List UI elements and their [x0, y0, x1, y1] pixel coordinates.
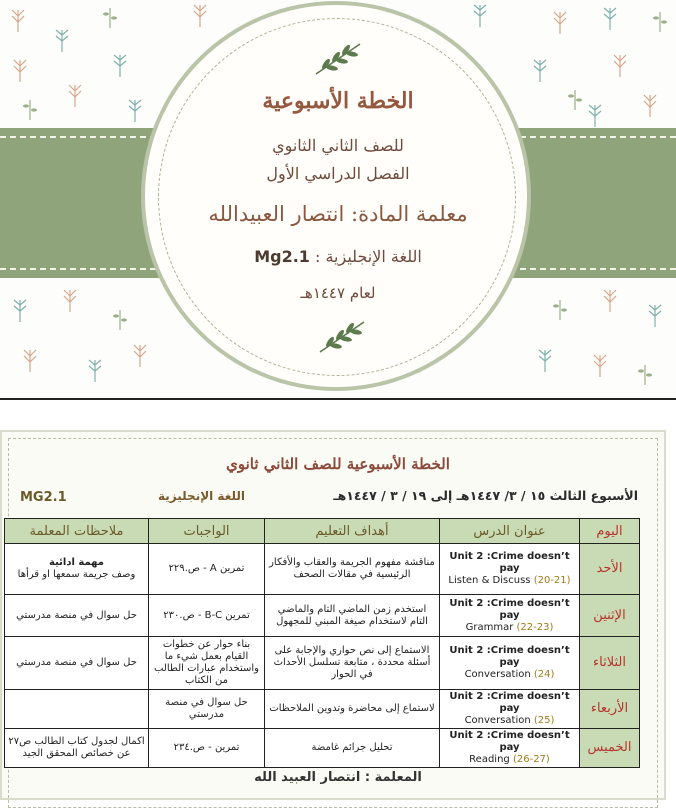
lesson-pages: (25) [533, 715, 555, 726]
lesson-cell [440, 637, 580, 690]
header-lesson: عنوان الدرس [440, 519, 580, 544]
lesson-pages: (20-21) [533, 575, 571, 586]
lesson-section: Conversation [464, 669, 531, 680]
cover-teacher: معلمة المادة: انتصار العبيدالله [208, 202, 468, 226]
lesson-cell [440, 690, 580, 729]
table-row [5, 637, 640, 690]
lesson-title: Unit 2 :Crime doesn’t pay [449, 645, 570, 668]
day-cell: الأحد [580, 544, 640, 595]
header-day: اليوم [580, 519, 640, 544]
notes-text: وصف جريمة سمعها او قرأها [17, 569, 136, 580]
lesson-section: Conversation [464, 715, 531, 726]
cover-grade: للصف الثاني الثانوي [272, 136, 404, 155]
notes-cell [5, 690, 149, 729]
lesson-title: Unit 2 :Crime doesn’t pay [449, 691, 570, 714]
plan-week-range: الأسبوع الثالث ١٥ / ٣/ ١٤٤٧هـ إلى ١٩ / ٣ / ١٤٤٧هـ [333, 488, 638, 503]
lesson-pages: (26-27) [512, 754, 550, 765]
cover-subject-label: اللغة الإنجليزية : [315, 247, 422, 266]
homework-cell: تمرين B-C - ص.٢٣٠ [149, 595, 265, 637]
weekly-plan-table [4, 518, 640, 768]
homework-cell: تمرين - ص.٢٣٤ [149, 729, 265, 768]
objective-cell: الاستماع إلى نص حواري والإجابة على أسئلة محددة ، متابعة تسلسل الأحداث في الحوار [265, 637, 440, 690]
objective-cell: لاستماع إلى محاضرة وتدوين الملاحظات [265, 690, 440, 729]
homework-cell: حل سوال في منصة مدرستي [149, 690, 265, 729]
homework-cell: بناء حوار عن خطوات القيام بعمل شيء ما واستخدام عبارات الطالب من الكتاب [149, 637, 265, 690]
notes-task-label: مهمة ادائية [49, 557, 104, 568]
cover-title: الخطة الأسبوعية [262, 88, 414, 114]
plan-title: الخطة الأسبوعية للصف الثاني ثانوي [226, 455, 450, 473]
table-row [5, 595, 640, 637]
header-objectives: أهداف التعليم [265, 519, 440, 544]
leaf-sprig-icon [316, 316, 368, 356]
lesson-section: Grammar [465, 621, 514, 633]
cover-subject-code: Mg2.1 [254, 247, 310, 266]
plan-class-code: MG2.1 [20, 490, 67, 505]
cover-subject [0, 247, 676, 266]
day-cell: الأربعاء [580, 690, 640, 729]
lesson-cell [440, 544, 580, 595]
day-cell: الخميس [580, 729, 640, 768]
lesson-section: Reading [469, 754, 510, 765]
lesson-title: Unit 2 :Crime doesn’t pay [449, 597, 570, 621]
notes-cell: حل سوال في منصة مدرستي [5, 595, 149, 637]
notes-cell: حل سوال في منصة مدرستي [5, 637, 149, 690]
lesson-section: Listen & Discuss [448, 575, 531, 586]
objective-cell: مناقشة مفهوم الجريمة والعقاب والأفكار الرئيسية في مقالات الصحف [265, 544, 440, 595]
notes-cell [5, 544, 149, 595]
objective-cell: تحليل جرائم غامضة [265, 729, 440, 768]
header-notes: ملاحظات المعلمة [5, 519, 149, 544]
lesson-pages: (22-23) [516, 621, 554, 633]
lesson-title: Unit 2 :Crime doesn’t pay [449, 551, 570, 574]
cover-page [0, 0, 676, 400]
table-row [5, 729, 640, 768]
lesson-cell [440, 595, 580, 637]
lesson-pages: (24) [533, 669, 555, 680]
homework-cell: تمرين A - ص.٢٢٩ [149, 544, 265, 595]
table-row [5, 690, 640, 729]
plan-subject: اللغة الإنجليزية [158, 489, 245, 503]
page-divider [0, 398, 676, 400]
lesson-title: Unit 2 :Crime doesn’t pay [449, 730, 570, 753]
objective-cell: استخدم زمن الماضي التام والماضي التام لاستخدام صيغة المبني للمجهول [265, 595, 440, 637]
cover-year: لعام ١٤٤٧هـ [300, 284, 376, 302]
day-cell: الإثنين [580, 595, 640, 637]
cover-semester: الفصل الدراسي الأول [266, 164, 410, 183]
day-cell: الثلاثاء [580, 637, 640, 690]
teacher-signature: المعلمة : انتصار العبيد الله [254, 770, 422, 785]
table-row [5, 544, 640, 595]
notes-cell: اكمال لجدول كتاب الطالب ص٢٧ عن خصائص المحقق الجيد [5, 729, 149, 768]
table-header-row [5, 519, 640, 544]
leaf-sprig-icon [312, 38, 364, 78]
header-homework: الواجبات [149, 519, 265, 544]
lesson-cell [440, 729, 580, 768]
